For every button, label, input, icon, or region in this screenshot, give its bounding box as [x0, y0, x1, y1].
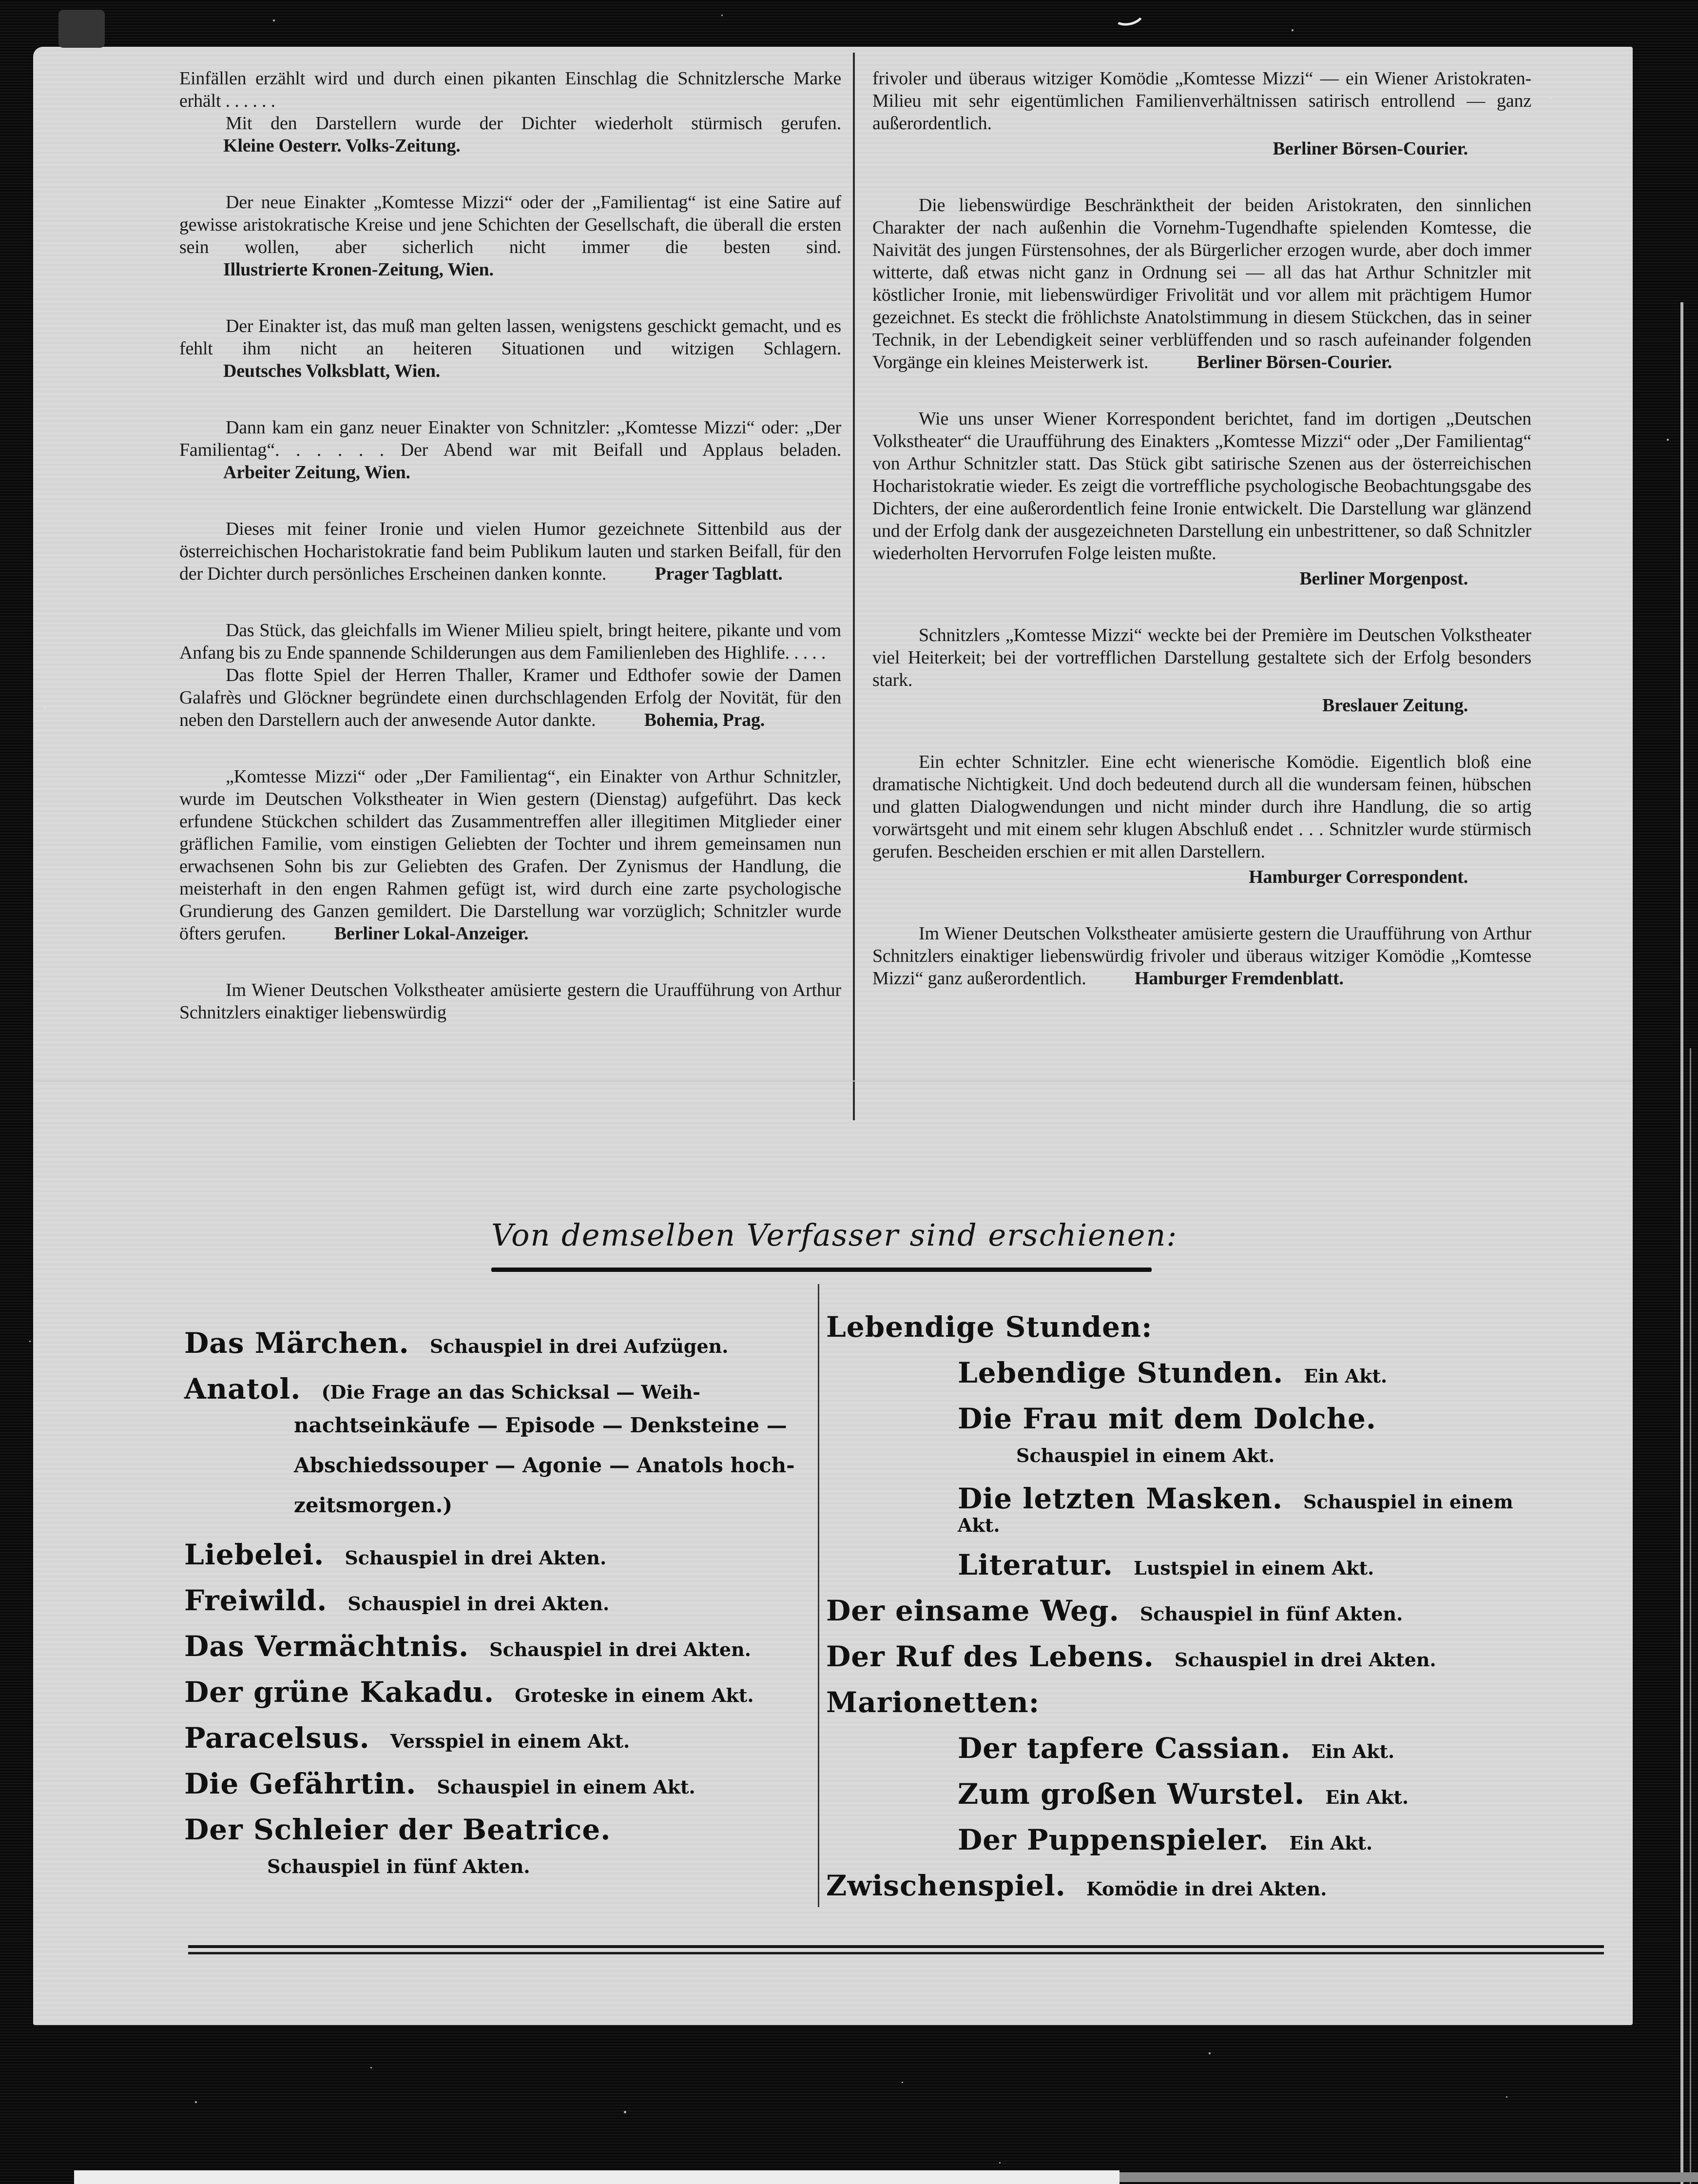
work-entry	[958, 1402, 1540, 1469]
scan-light-patch	[58, 10, 105, 48]
reviews-right-column	[872, 67, 1531, 1024]
review-source: Illustrierte Kronen-Zeitung, Wien.	[223, 259, 494, 280]
review-source: Prager Tagblatt.	[655, 564, 783, 584]
work-note: Ein Akt.	[1289, 1832, 1373, 1854]
review-text: Der Einakter ist, das muß man gelten lassen, wenigstens geschickt gemacht, und es fehlt ihm nicht an heiteren Situationen und witzigen Schlagern.	[179, 316, 841, 359]
work-note: Ein Akt.	[1304, 1365, 1388, 1387]
work-entry	[826, 1310, 1540, 1344]
work-entry	[958, 1356, 1540, 1389]
work-entry	[958, 1823, 1540, 1856]
work-entry	[826, 1594, 1540, 1627]
scan-speck	[195, 2101, 197, 2103]
work-entry	[184, 1372, 818, 1525]
work-entry	[958, 1482, 1540, 1536]
review-paragraph	[179, 191, 841, 281]
work-entry	[826, 1640, 1540, 1673]
rule-line	[188, 1945, 1604, 1948]
scan-speck	[44, 707, 46, 709]
review-text: Ein echter Schnitzler. Eine echt wienerische Komödie. Eigentlich bloß eine dramatische Nichtigkeit. Und doch bedeutend durch all die wundersam feinen, hübschen und glatten Dialogwendungen und nicht minder durch ihre Handlung, die so artig vorwärtsgeht und mit einem sehr klugen Abschluß endet . . . Schnitzler wurde stürmisch gerufen. Bescheiden erschien er mit allen Darstellern.	[872, 752, 1531, 862]
corner-mark	[1110, 1, 1146, 29]
review-paragraph	[179, 518, 841, 585]
review-source: Hamburger Correspondent.	[1249, 867, 1468, 887]
bottom-double-rule	[188, 1945, 1604, 1954]
review-source: Berliner Morgenpost.	[1299, 568, 1468, 589]
scan-speck	[29, 1341, 31, 1342]
work-note: Schauspiel in einem Akt.	[1016, 1444, 1275, 1466]
work-note: Ein Akt.	[1311, 1740, 1395, 1762]
review-source: Bohemia, Prag.	[644, 710, 765, 730]
review-text: Dann kam ein ganz neuer Einakter von Schnitzler: „Komtesse Mizzi“ oder: „Der Familientag“. . . . . . Der Abend war mit Beifall und Applaus beladen.	[179, 417, 841, 460]
scan-speck	[370, 2067, 372, 2068]
review-paragraph	[872, 194, 1531, 373]
scan-speck	[624, 2111, 626, 2113]
work-entry	[184, 1326, 818, 1360]
works-column-divider-line	[818, 1284, 819, 1907]
work-note: Schauspiel in einem Akt.	[958, 1491, 1513, 1536]
review-text: Wie uns unser Wiener Korrespondent berichtet, fand im dortigen „Deutschen Volkstheater“ die Uraufführung des Einakters „Komtesse Mizzi“ oder „Der Familientag“ von Arthur Schnitzler statt. Das Stück gibt satirische Szenen aus der österreichischen Hocharistokratie wieder. Es zeigt die vortreffliche psychologische Beobachtungsgabe des Dichters, der eine außerordentlich feine Ironie entwickelt. Die Darstellung war glänzend und der Erfolg dank der ausgezeichneten Darstellung ein unbestrittener, so daß Schnitzler wiederholten Hervorrufen Folge leisten mußte.	[872, 409, 1531, 564]
work-title: Zwischenspiel.	[826, 1869, 1066, 1902]
scan-speck	[1506, 2096, 1507, 2098]
review-source: Deutsches Volksblatt, Wien.	[223, 361, 441, 381]
scan-speck	[999, 2162, 1001, 2164]
scan-edge-light-line	[1690, 1048, 1691, 2184]
scan-speck	[1667, 439, 1669, 441]
review-text: Im Wiener Deutschen Volkstheater amüsierte gestern die Uraufführung von Arthur Schnitzlers einaktiger liebenswürdig	[179, 980, 841, 1023]
work-entry	[958, 1732, 1540, 1765]
scan-speck	[721, 15, 723, 16]
review-text: Einfällen erzählt wird und durch einen pikanten Einschlag die Schnitzlersche Marke erhält . . . . . .	[179, 68, 841, 111]
work-entry	[184, 1676, 818, 1709]
work-note: Schauspiel in drei Aufzügen.	[429, 1335, 729, 1357]
work-note: Ein Akt.	[1325, 1786, 1409, 1808]
work-note: Komödie in drei Akten.	[1086, 1877, 1327, 1900]
work-entry	[184, 1721, 818, 1755]
review-text: Das Stück, das gleichfalls im Wiener Milieu spielt, bringt heitere, pikante und vom Anfang bis zu Ende spannende Schilderungen aus dem Familienleben des Highlife. . . . .	[179, 620, 841, 663]
review-source: Berliner Börsen-Courier.	[1196, 352, 1392, 372]
work-title: Lebendige Stunden:	[826, 1310, 1153, 1344]
heading-underline	[491, 1268, 1152, 1272]
review-paragraph	[179, 664, 841, 731]
review-text: Die liebenswürdige Beschränktheit der beiden Aristokraten, den sinnlichen Charakter der nach außenhin die Vornehm-Tugendhafte spielenden Komtesse, die Naivität des jungen Fürstensohnes, der als Bürgerlicher erzogen wurde, aber doch immer witterte, daß etwas nicht ganz in Ordnung sei — all das hat Arthur Schnitzler mit köstlicher Ironie, mit liebenswürdiger Frivolität und vor allem mit prächtigem Humor gezeichnet. Es steckt die fröhlichste Anatolstimmung in diesem Stückchen, das in seiner Technik, in der Lebendigkeit seiner verblüffenden und so rasch aufeinander folgenden Vorgänge ein kleines Meisterwerk ist.	[872, 195, 1531, 372]
review-source: Kleine Oesterr. Volks-Zeitung.	[223, 136, 461, 156]
works-right-column	[826, 1310, 1540, 1915]
work-title: Lebendige Stunden.	[958, 1356, 1284, 1389]
scan-edge-light-line	[1680, 302, 1683, 2184]
work-entry	[184, 1767, 818, 1800]
review-text: „Komtesse Mizzi“ oder „Der Familientag“, ein Einakter von Arthur Schnitzler, wurde im Deutschen Volkstheater in Wien gestern (Dienstag) aufgeführt. Das keck erfundene Stückchen schildert das Zusammentreffen aller illegitimen Mitglieder einer gräflichen Familie, vom einstigen Geliebten der Tochter und ihrem gemeinsamen nun erwachsenen Sohn bis zur Geliebten des Grafen. Der Zynismus der Handlung, die meisterhaft in den engen Rahmen gefügt ist, wird durch eine zarte psychologische Grundierung des Ganzen gemildert. Die Darstellung war vorzüglich; Schnitzler wurde öfters gerufen.	[179, 766, 841, 944]
work-title: Der Puppenspieler.	[958, 1823, 1269, 1856]
work-note: Schauspiel in fünf Akten.	[267, 1855, 530, 1877]
review-paragraph	[872, 67, 1531, 160]
work-note: Schauspiel in einem Akt.	[437, 1776, 695, 1798]
work-note: Versspiel in einem Akt.	[390, 1730, 630, 1752]
work-note-continuation: Abschiedssouper — Agonie — Anatols hoch-	[294, 1453, 795, 1477]
work-title: Das Märchen.	[184, 1326, 409, 1360]
works-heading: Von demselben Verfasser sind erschienen:	[491, 1217, 1178, 1253]
review-text: frivoler und überaus witziger Komödie „Komtesse Mizzi“ — ein Wiener Aristokraten-Milieu mit sehr eigentümlichen Familienverhältnissen satirisch entrollend — ganz außerordentlich.	[872, 68, 1531, 134]
reviews-left-column	[179, 67, 841, 1058]
work-note: Schauspiel in drei Akten.	[1174, 1648, 1436, 1671]
work-title: Die letzten Masken.	[958, 1482, 1283, 1515]
work-note: Groteske in einem Akt.	[515, 1684, 754, 1706]
work-note: Lustspiel in einem Akt.	[1134, 1557, 1374, 1579]
work-title: Das Vermächtnis.	[184, 1630, 469, 1663]
review-column-divider-line	[853, 53, 855, 1120]
work-note: (Die Frage an das Schicksal — Weih-	[321, 1381, 701, 1403]
work-entry	[184, 1538, 818, 1571]
review-source: Hamburger Fremdenblatt.	[1134, 968, 1344, 989]
work-note: Schauspiel in drei Akten.	[347, 1593, 610, 1615]
rule-line	[188, 1952, 1604, 1954]
work-title: Anatol.	[184, 1372, 301, 1405]
work-title: Freiwild.	[184, 1584, 328, 1617]
review-text: Schnitzlers „Komtesse Mizzi“ weckte bei der Première im Deutschen Volkstheater viel Heiterkeit; bei der vortrefflichen Darstellung gestaltete sich der Erfolg besonders stark.	[872, 625, 1531, 690]
work-note-continuation: zeitsmorgen.)	[294, 1493, 453, 1517]
scan-speck	[1209, 2052, 1211, 2054]
work-entry	[826, 1686, 1540, 1719]
work-title: Literatur.	[958, 1548, 1114, 1581]
work-title: Zum großen Wurstel.	[958, 1777, 1305, 1811]
work-title: Paracelsus.	[184, 1721, 370, 1755]
review-paragraph	[872, 408, 1531, 590]
review-source: Berliner Börsen-Courier.	[1273, 138, 1468, 159]
review-paragraph	[179, 765, 841, 945]
review-text: Das flotte Spiel der Herren Thaller, Kramer und Edthofer sowie der Damen Galafrès und Glöckner begründete einen durchschlagenden Erfolg der Novität, für den neben den Darstellern auch der anwesende Autor dankte.	[179, 665, 841, 730]
scan-speck	[902, 2082, 903, 2083]
work-title: Liebelei.	[184, 1538, 325, 1571]
work-title: Der Schleier der Beatrice.	[184, 1813, 611, 1846]
bottom-scan-strip	[74, 2170, 1119, 2184]
work-entry	[184, 1584, 818, 1617]
scan-crease	[33, 1080, 1633, 1082]
work-title: Die Frau mit dem Dolche.	[958, 1402, 1377, 1435]
review-paragraph	[179, 67, 841, 112]
work-entry	[184, 1813, 818, 1880]
review-paragraph	[179, 979, 841, 1024]
work-note: Schauspiel in fünf Akten.	[1139, 1602, 1403, 1625]
work-entry	[184, 1630, 818, 1663]
scan-speck	[273, 20, 275, 21]
review-text: Dieses mit feiner Ironie und vielen Humor gezeichnete Sittenbild aus der österreichischen Hocharistokratie fand beim Publikum lauten und starken Beifall, für den der Dichter durch persönliches Erscheinen danken konnte.	[179, 519, 841, 584]
review-paragraph	[872, 624, 1531, 717]
works-left-column	[184, 1326, 818, 1893]
review-source: Arbeiter Zeitung, Wien.	[223, 462, 410, 483]
review-source: Breslauer Zeitung.	[1322, 695, 1468, 716]
review-paragraph	[179, 416, 841, 484]
work-entry	[826, 1869, 1540, 1902]
scan-speck	[1550, 98, 1551, 99]
work-title: Der grüne Kakadu.	[184, 1676, 495, 1709]
review-source: Berliner Lokal-Anzeiger.	[334, 923, 529, 944]
review-paragraph	[872, 751, 1531, 888]
works-heading-block	[491, 1217, 1178, 1272]
work-title: Marionetten:	[826, 1685, 1040, 1719]
work-note-continuation: nachtseinkäufe — Episode — Denksteine —	[294, 1413, 787, 1437]
work-note: Schauspiel in drei Akten.	[489, 1638, 751, 1660]
review-text: Im Wiener Deutschen Volkstheater amüsierte gestern die Uraufführung von Arthur Schnitzlers einaktiger liebenswürdig frivoler und überaus witziger Komödie „Komtesse Mizzi“ ganz außerordentlich.	[872, 923, 1531, 989]
review-text: Mit den Darstellern wurde der Dichter wiederholt stürmisch gerufen.	[226, 113, 841, 134]
work-title: Der tapfere Cassian.	[958, 1731, 1291, 1765]
work-title: Der einsame Weg.	[826, 1594, 1119, 1627]
work-title: Der Ruf des Lebens.	[826, 1639, 1154, 1673]
scan-speck	[1292, 29, 1293, 31]
review-paragraph	[872, 922, 1531, 990]
review-paragraph	[179, 315, 841, 382]
bottom-scan-strip	[1119, 2172, 1698, 2182]
page	[33, 47, 1633, 2025]
review-paragraph	[179, 112, 841, 157]
work-note: Schauspiel in drei Akten.	[345, 1547, 607, 1569]
work-title: Die Gefährtin.	[184, 1767, 417, 1800]
work-entry	[958, 1777, 1540, 1811]
review-paragraph	[179, 619, 841, 664]
review-text: Der neue Einakter „Komtesse Mizzi“ oder der „Familientag“ ist eine Satire auf gewisse aristokratische Kreise und jene Schichten der Gesellschaft, die überall die ersten sein wollen, aber sicherlich nicht immer die besten sind.	[179, 192, 841, 257]
work-entry	[958, 1548, 1540, 1581]
